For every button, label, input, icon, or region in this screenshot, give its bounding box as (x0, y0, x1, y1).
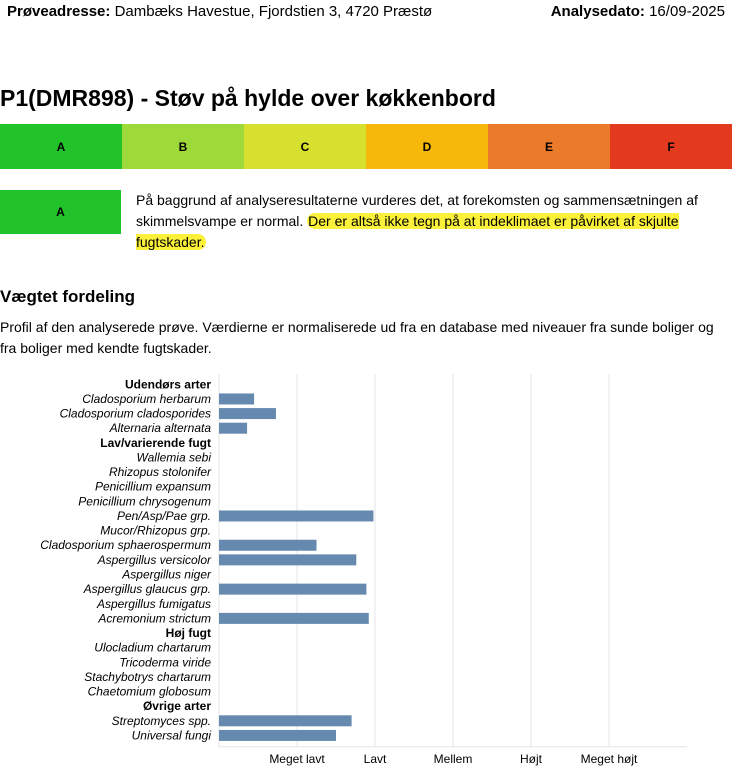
grade-c: C (244, 124, 366, 169)
analysis-date (551, 3, 725, 20)
date-value: 16/09-2025 (649, 3, 725, 20)
address-value: Dambæks Havestue, Fjordstien 3, 4720 Præstø (114, 3, 433, 20)
bar (219, 510, 373, 521)
sample-address (7, 3, 432, 20)
bar (219, 393, 254, 404)
species-label: Aspergillus fumigatus (96, 596, 211, 611)
bar (219, 613, 369, 624)
species-label: Rhizopus stolonifer (108, 465, 211, 480)
grade-f: F (610, 124, 732, 169)
section-description: Profil af den analyserede prøve. Værdierne er normaliserede ud fra en database med niveauer fra sunde boliger og fra boliger med kendte fugtskader. (0, 319, 714, 356)
section-title: Vægtet fordeling (0, 287, 136, 306)
species-label: Penicillium chrysogenum (78, 494, 211, 509)
bar (219, 715, 352, 726)
x-tick-label: Meget højt (580, 751, 638, 766)
address-label: Prøveadresse: (7, 3, 111, 20)
x-tick-label: Lavt (363, 751, 387, 766)
species-label: Streptomyces spp. (111, 713, 211, 728)
bar (219, 730, 336, 741)
species-label: Penicillium expansum (94, 479, 211, 494)
group-label: Øvrige arter (142, 699, 211, 714)
grade-b: B (122, 124, 244, 169)
species-label: Aspergillus niger (122, 567, 211, 582)
grade-d: D (366, 124, 488, 169)
species-label: Chaetomium globosum (87, 684, 211, 699)
assessment-plain: På baggrund af analyseresultaterne vurderes det, at forekomsten og sammensætningen af skimmelsvampe er normal. (136, 192, 698, 229)
bar (219, 423, 247, 434)
species-label: Cladosporium cladosporides (59, 406, 211, 421)
species-label: Universal fungi (131, 728, 211, 743)
group-label: Udendørs arter (124, 377, 211, 392)
bar (219, 584, 366, 595)
x-tick-label: Mellem (433, 751, 473, 766)
species-label: Acremonium strictum (98, 611, 211, 626)
species-label: Stachybotrys chartarum (84, 669, 211, 684)
group-label: Lav/varierende fugt (100, 435, 211, 450)
weighted-distribution-chart (0, 370, 737, 770)
bar (219, 540, 317, 551)
x-tick-label: Højt (520, 751, 542, 766)
assessment-text (136, 190, 702, 253)
species-label: Tricoderma viride (119, 655, 211, 670)
species-label: Ulocladium chartarum (94, 640, 211, 655)
bar (219, 408, 276, 419)
grade-a: A (0, 124, 122, 169)
bar (219, 554, 356, 565)
grade-e: E (488, 124, 610, 169)
species-label: Cladosporium herbarum (82, 391, 211, 406)
date-label: Analysedato: (550, 3, 645, 20)
species-label: Aspergillus glaucus grp. (83, 582, 211, 597)
result-grade-badge: A (0, 190, 121, 234)
species-label: Mucor/Rhizopus grp. (100, 523, 211, 538)
grade-scale (0, 124, 732, 169)
species-label: Cladosporium sphaerospermum (40, 538, 211, 553)
species-label: Aspergillus versicolor (97, 552, 211, 567)
x-tick-label: Meget lavt (269, 751, 325, 766)
assessment-highlight: Der er altså ikke tegn på at indeklimaet er påvirket af skjulte fugtskader. (136, 213, 679, 250)
sample-title: P1(DMR898) - Støv på hylde over køkkenbord (0, 85, 496, 111)
group-label: Høj fugt (165, 626, 211, 641)
species-label: Wallemia sebi (136, 450, 211, 465)
species-label: Pen/Asp/Pae grp. (116, 508, 211, 523)
species-label: Alternaria alternata (109, 421, 211, 436)
